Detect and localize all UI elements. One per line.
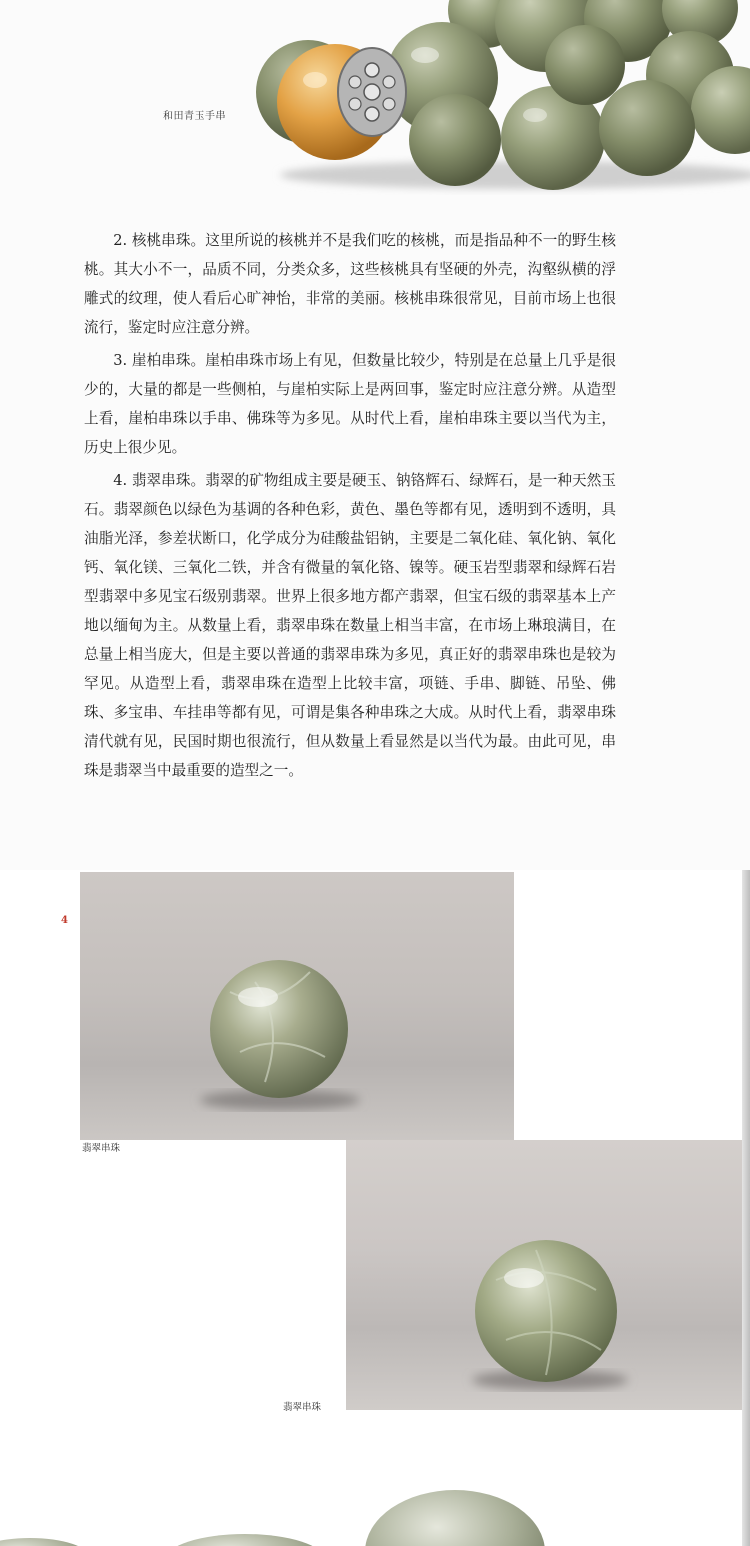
paragraph-cliff-cypress: 3. 崖柏串珠。崖柏串珠市场上有见，但数量比较少，特别是在总量上几乎是很少的，大量的都是一些侧柏，与崖柏实际上是两回事，鉴定时应注意分辨。从造型上看，崖柏串珠以手串、佛珠等为多见。从时代上看，崖柏串珠主要以当代为主，历史上很少见。 (84, 352, 616, 456)
jadeite-bead-photo-1 (80, 872, 514, 1140)
page-edge (742, 870, 750, 1546)
photo-caption-1: 翡翠串珠 (82, 1143, 121, 1154)
silver-bead-cap (338, 48, 406, 136)
bracelet-caption: 和田青玉手串 (163, 111, 226, 122)
jadeite-bead-photo-2 (346, 1140, 742, 1410)
paragraph-walnut: 2. 核桃串珠。这里所说的核桃并不是我们吃的核桃，而是指品种不一的野生核桃。其大小不一，品质不同，分类众多，这些核桃具有坚硬的外壳，沟壑纵横的浮雕式的纹理，使人看后心旷神怡，非常的美丽。核桃串珠很常见，目前市场上也很流行，鉴定时应注意分辨。 (84, 232, 616, 336)
photo-caption-2: 翡翠串珠 (283, 1402, 322, 1413)
bottom-book-page (0, 870, 750, 1546)
paragraph-jadeite: 4. 翡翠串珠。翡翠的矿物组成主要是硬玉、钠铬辉石、绿辉石，是一种天然玉石。翡翠颜色以绿色为基调的各种色彩，黄色、墨色等都有见，透明到不透明，具油脂光泽，参差状断口，化学成分为硅酸盐铝钠，主要是二氧化硅、氧化钠、氧化钙、氧化镁、三氧化二铁，并含有微量的氧化铬、镍等。硬玉岩型翡翠和绿辉石岩型翡翠中多见宝石级别翡翠。世界上很多地方都产翡翠，但宝石级的翡翠基本上产地以缅甸为主。从数量上看，翡翠串珠在数量上相当丰富，在市场上琳琅满目，在总量上相当庞大，但是主要以普通的翡翠串珠为多见，真正好的翡翠串珠也是较为罕见。从造型上看，翡翠串珠在造型上比较丰富，项链、手串、脚链、吊坠、佛珠、多宝串、车挂串等都有见，可谓是集各种串珠之大成。从时代上看，翡翠串珠清代就有见，民国时期也很流行，但从数量上看显然是以当代为最。由此可见，串珠是翡翠当中最重要的造型之一。 (84, 472, 616, 779)
partial-beads-photo (0, 1480, 750, 1546)
jade-bracelet-photo (0, 0, 750, 200)
article-body (84, 226, 616, 789)
page-number: 4 (61, 915, 68, 926)
